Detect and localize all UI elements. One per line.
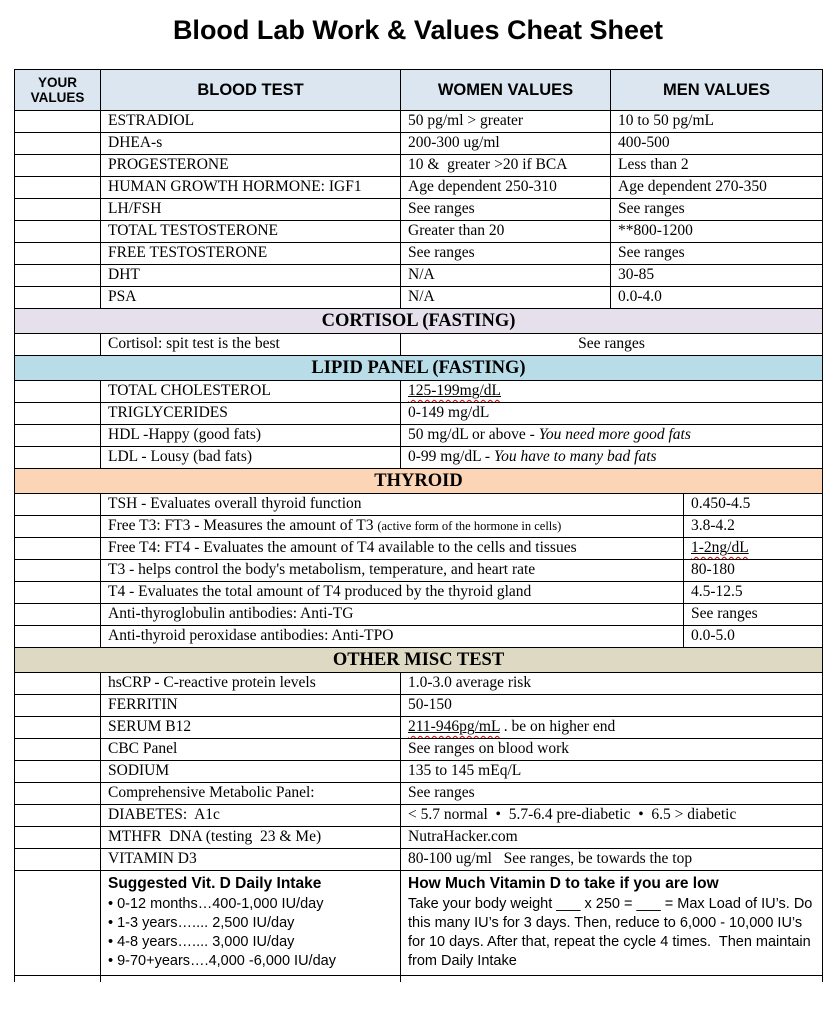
section-header-label: LIPID PANEL (FASTING) — [15, 356, 823, 381]
vitamin-d-instructions-title: How Much Vitamin D to take if you are low — [408, 875, 719, 892]
value-cell: 50-150 — [401, 695, 823, 717]
women-value-cell: 50 pg/ml > greater — [401, 111, 611, 133]
your-values-cell[interactable] — [15, 155, 101, 177]
partial-row — [15, 975, 823, 982]
blood-test-cell: TOTAL TESTOSTERONE — [101, 221, 401, 243]
italic-note: You have to many bad fats — [493, 448, 657, 466]
your-values-cell[interactable] — [15, 133, 101, 155]
men-value-cell: See ranges — [611, 243, 823, 265]
your-values-cell — [15, 975, 101, 982]
table-row — [15, 582, 823, 604]
section-header-lipid-panel — [15, 356, 823, 381]
value-cell: 0-149 mg/dL — [401, 403, 823, 425]
blood-test-cell: Cortisol: spit test is the best — [101, 334, 401, 356]
table-row — [15, 199, 823, 221]
your-values-cell[interactable] — [15, 177, 101, 199]
value-cell: See ranges on blood work — [401, 739, 823, 761]
your-values-cell[interactable] — [15, 538, 101, 560]
your-values-cell[interactable] — [15, 516, 101, 538]
your-values-cell[interactable] — [15, 265, 101, 287]
section-header-label: CORTISOL (FASTING) — [15, 309, 823, 334]
table-row — [15, 221, 823, 243]
table-row — [15, 243, 823, 265]
blood-test-cell: HUMAN GROWTH HORMONE: IGF1 — [101, 177, 401, 199]
table-row — [15, 177, 823, 199]
your-values-cell[interactable] — [15, 560, 101, 582]
your-values-cell[interactable] — [15, 739, 101, 761]
blood-test-cell: LH/FSH — [101, 199, 401, 221]
table-row — [15, 673, 823, 695]
your-values-cell[interactable] — [15, 111, 101, 133]
underlined-value: 211-946pg/mL — [408, 718, 500, 736]
your-values-cell[interactable] — [15, 827, 101, 849]
column-header-blood-test: BLOOD TEST — [101, 70, 401, 111]
your-values-cell[interactable] — [15, 761, 101, 783]
lab-values-table — [14, 69, 823, 982]
table-row — [15, 827, 823, 849]
blood-test-cell: PSA — [101, 287, 401, 309]
men-value-cell: Age dependent 270-350 — [611, 177, 823, 199]
italic-note: You need more good fats — [538, 426, 691, 444]
men-value-cell: **800-1200 — [611, 221, 823, 243]
underlined-value: 1-2ng/dL — [691, 539, 749, 557]
section-header-thyroid — [15, 469, 823, 494]
test-description-cell: T3 - helps control the body's metabolism, temperature, and heart rate — [101, 560, 684, 582]
table-row — [15, 695, 823, 717]
table-row — [15, 717, 823, 739]
your-values-cell[interactable] — [15, 243, 101, 265]
table-row — [15, 739, 823, 761]
page-title: Blood Lab Work & Values Cheat Sheet — [172, 15, 664, 45]
blood-test-cell: DHEA-s — [101, 133, 401, 155]
men-value-cell: See ranges — [611, 199, 823, 221]
value-cell — [401, 381, 823, 403]
men-value-cell: 30-85 — [611, 265, 823, 287]
blood-test-cell: Comprehensive Metabolic Panel: — [101, 783, 401, 805]
value-cell: 0-99 mg/dL - You have to many bad fats — [401, 447, 823, 469]
range-cell — [684, 538, 823, 560]
vitamin-d-intake-title: Suggested Vit. D Daily Intake — [108, 875, 322, 892]
header-row — [15, 70, 823, 111]
your-values-cell[interactable] — [15, 381, 101, 403]
table-row — [15, 133, 823, 155]
table-row — [15, 805, 823, 827]
table-row — [15, 516, 823, 538]
blood-test-cell: DHT — [101, 265, 401, 287]
range-cell: See ranges — [684, 604, 823, 626]
vitamin-d-instructions-text: Take your body weight ___ x 250 = ___ = Max Load of IU’s. Do this many IU’s for 3 days. Then, reduce to 6,000 - 10,000 IU’s for 10 days. After that, repeat the cycle 4 times. Then maintain from Daily Intake — [408, 895, 817, 970]
women-value-cell: See ranges — [401, 199, 611, 221]
women-value-cell: Age dependent 250-310 — [401, 177, 611, 199]
women-value-cell: Greater than 20 — [401, 221, 611, 243]
value-cell: NutraHacker.com — [401, 827, 823, 849]
your-values-cell[interactable] — [15, 849, 101, 871]
blood-test-cell: TRIGLYCERIDES — [101, 403, 401, 425]
men-value-cell: Less than 2 — [611, 155, 823, 177]
list-item: • 9-70+years….4,000 -6,000 IU/day — [108, 953, 336, 970]
your-values-cell[interactable] — [15, 221, 101, 243]
vitamin-d-daily-intake-cell — [101, 871, 401, 976]
vitamin-d-instructions-cell — [401, 871, 823, 976]
range-cell: 3.8-4.2 — [684, 516, 823, 538]
blood-test-cell: hsCRP - C-reactive protein levels — [101, 673, 401, 695]
your-values-cell[interactable] — [15, 447, 101, 469]
blood-test-cell: HDL -Happy (good fats) — [101, 425, 401, 447]
table-row — [15, 783, 823, 805]
table-row — [15, 403, 823, 425]
range-cell: 4.5-12.5 — [684, 582, 823, 604]
blood-test-cell: DIABETES: A1c — [101, 805, 401, 827]
women-value-cell: See ranges — [401, 243, 611, 265]
blood-test-cell: PROGESTERONE — [101, 155, 401, 177]
men-value-cell: 400-500 — [611, 133, 823, 155]
your-values-cell[interactable] — [15, 717, 101, 739]
table-row — [15, 626, 823, 648]
your-values-cell[interactable] — [15, 871, 101, 976]
list-item: • 0-12 months…400-1,000 IU/day — [108, 895, 324, 912]
table-row — [15, 155, 823, 177]
blood-test-cell: FREE TESTOSTERONE — [101, 243, 401, 265]
underlined-value: 125-199mg/dL — [408, 382, 501, 400]
blood-test-cell: ESTRADIOL — [101, 111, 401, 133]
value-cell: 80-100 ug/ml See ranges, be towards the top — [401, 849, 823, 871]
blood-test-cell — [101, 975, 401, 982]
table-row — [15, 381, 823, 403]
table-row — [15, 494, 823, 516]
table-row — [15, 849, 823, 871]
section-header-label: OTHER MISC TEST — [15, 648, 823, 673]
value-cell: 1.0-3.0 average risk — [401, 673, 823, 695]
table-row — [15, 111, 823, 133]
your-values-cell[interactable] — [15, 604, 101, 626]
value-cell: See ranges — [401, 334, 823, 356]
men-value-cell: 0.0-4.0 — [611, 287, 823, 309]
women-value-cell: N/A — [401, 265, 611, 287]
test-description-cell: T4 - Evaluates the total amount of T4 produced by the thyroid gland — [101, 582, 684, 604]
list-item: • 1-3 years….... 2,500 IU/day — [108, 914, 295, 931]
table-row — [15, 447, 823, 469]
your-values-cell[interactable] — [15, 805, 101, 827]
your-values-cell[interactable] — [15, 334, 101, 356]
range-cell: 0.450-4.5 — [684, 494, 823, 516]
value-cell: See ranges — [401, 783, 823, 805]
your-values-cell[interactable] — [15, 199, 101, 221]
table-row — [15, 560, 823, 582]
vitamin-d-guidance-row — [15, 871, 823, 976]
table-row — [15, 604, 823, 626]
blood-test-cell: FERRITIN — [101, 695, 401, 717]
blood-test-cell: SODIUM — [101, 761, 401, 783]
blood-test-cell: VITAMIN D3 — [101, 849, 401, 871]
test-description-cell: Free T4: FT4 - Evaluates the amount of T4 available to the cells and tissues — [101, 538, 684, 560]
section-header-label: THYROID — [15, 469, 823, 494]
value-cell: 211-946pg/mL . be on higher end — [401, 717, 823, 739]
table-row — [15, 538, 823, 560]
table-row — [15, 265, 823, 287]
men-value-cell: 10 to 50 pg/mL — [611, 111, 823, 133]
your-values-cell[interactable] — [15, 494, 101, 516]
column-header-your-values: YOUR VALUES — [15, 70, 101, 111]
your-values-cell[interactable] — [15, 287, 101, 309]
column-header-men-values: MEN VALUES — [611, 70, 823, 111]
blood-test-cell: MTHFR DNA (testing 23 & Me) — [101, 827, 401, 849]
test-description-cell: Anti-thyroid peroxidase antibodies: Anti-TPO — [101, 626, 684, 648]
table-row — [15, 334, 823, 356]
your-values-cell[interactable] — [15, 582, 101, 604]
test-description-cell: Anti-thyroglobulin antibodies: Anti-TG — [101, 604, 684, 626]
your-values-cell[interactable] — [15, 673, 101, 695]
test-description-cell: Free T3: FT3 - Measures the amount of T3 (active form of the hormone in cells) — [101, 516, 684, 538]
blood-test-cell: SERUM B12 — [101, 717, 401, 739]
test-description-cell: TSH - Evaluates overall thyroid function — [101, 494, 684, 516]
table-row — [15, 761, 823, 783]
blood-test-cell: CBC Panel — [101, 739, 401, 761]
your-values-cell[interactable] — [15, 626, 101, 648]
value-cell: 50 mg/dL or above - You need more good fats — [401, 425, 823, 447]
value-cell: 135 to 145 mEq/L — [401, 761, 823, 783]
your-values-cell[interactable] — [15, 403, 101, 425]
blood-test-cell: LDL - Lousy (bad fats) — [101, 447, 401, 469]
value-cell: < 5.7 normal • 5.7-6.4 pre-diabetic • 6.5 > diabetic — [401, 805, 823, 827]
women-value-cell: 10 & greater >20 if BCA — [401, 155, 611, 177]
women-value-cell: 200-300 ug/ml — [401, 133, 611, 155]
small-note: (active form of the hormone in cells) — [377, 519, 562, 534]
column-header-women-values: WOMEN VALUES — [401, 70, 611, 111]
table-row — [15, 425, 823, 447]
your-values-cell[interactable] — [15, 783, 101, 805]
blood-test-cell: TOTAL CHOLESTEROL — [101, 381, 401, 403]
range-cell: 80-180 — [684, 560, 823, 582]
list-item: • 4-8 years….... 3,000 IU/day — [108, 934, 295, 951]
your-values-cell[interactable] — [15, 695, 101, 717]
value-cell — [401, 975, 823, 982]
range-cell: 0.0-5.0 — [684, 626, 823, 648]
section-header-cortisol — [15, 309, 823, 334]
your-values-cell[interactable] — [15, 425, 101, 447]
women-value-cell: N/A — [401, 287, 611, 309]
table-row — [15, 287, 823, 309]
section-header-other-misc — [15, 648, 823, 673]
